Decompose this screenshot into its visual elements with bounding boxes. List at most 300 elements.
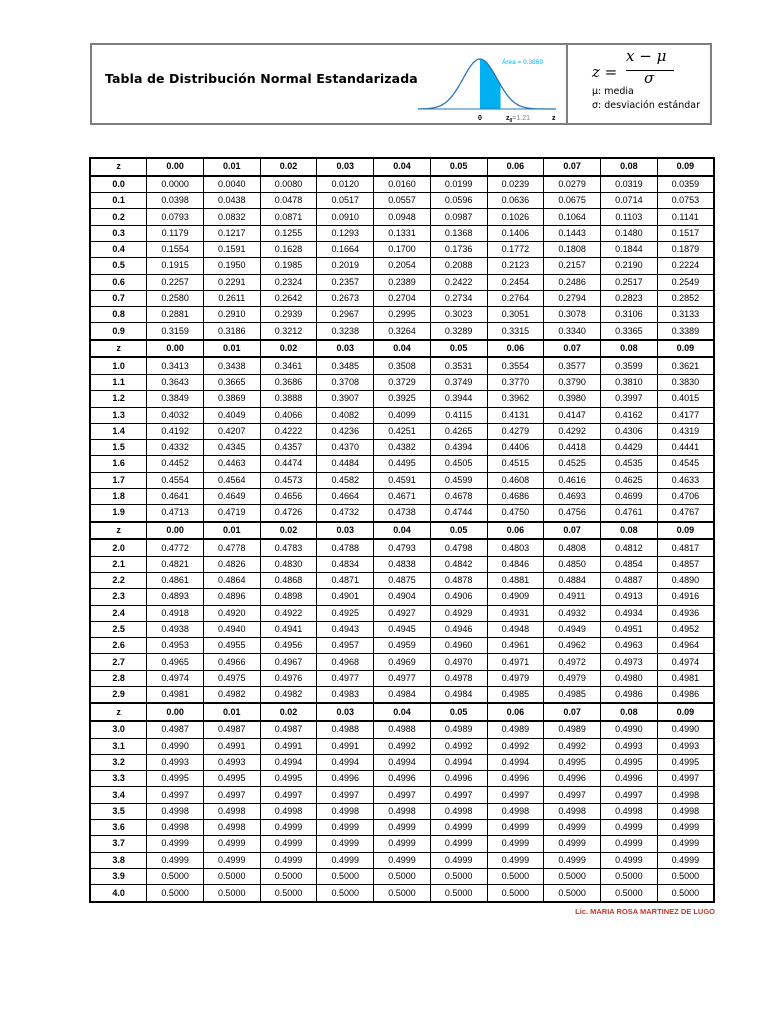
probability-cell: 0.4279 <box>487 423 544 439</box>
probability-cell: 0.3413 <box>147 357 204 374</box>
probability-cell: 0.4382 <box>374 440 431 456</box>
probability-cell: 0.4693 <box>544 488 601 504</box>
probability-cell: 0.4999 <box>430 852 487 868</box>
table-row <box>90 539 714 556</box>
probability-cell: 0.4980 <box>600 670 657 686</box>
probability-cell: 0.4292 <box>544 423 601 439</box>
header-col-cell: 0.03 <box>317 340 374 358</box>
table-row <box>90 754 714 770</box>
z-value-cell: 3.5 <box>90 803 147 819</box>
table-row <box>90 771 714 787</box>
table-row <box>90 307 714 323</box>
probability-cell: 0.4999 <box>260 852 317 868</box>
probability-cell: 0.4981 <box>657 670 714 686</box>
table-row <box>90 621 714 637</box>
table-row <box>90 721 714 738</box>
probability-cell: 0.4922 <box>260 605 317 621</box>
probability-cell: 0.4987 <box>260 721 317 738</box>
z-value-cell: 3.2 <box>90 754 147 770</box>
table-row <box>90 323 714 340</box>
probability-cell: 0.4082 <box>317 407 374 423</box>
table-row <box>90 820 714 836</box>
probability-cell: 0.4641 <box>147 488 204 504</box>
probability-cell: 0.1331 <box>374 225 431 241</box>
probability-cell: 0.4441 <box>657 440 714 456</box>
z-value-cell: 4.0 <box>90 885 147 902</box>
probability-cell: 0.4993 <box>657 738 714 754</box>
probability-cell: 0.4633 <box>657 472 714 488</box>
probability-cell: 0.4997 <box>600 787 657 803</box>
table-row <box>90 176 714 193</box>
probability-cell: 0.3686 <box>260 374 317 390</box>
probability-cell: 0.4994 <box>260 754 317 770</box>
header-box <box>90 43 712 125</box>
probability-cell: 0.4406 <box>487 440 544 456</box>
probability-cell: 0.4997 <box>657 771 714 787</box>
probability-cell: 0.1664 <box>317 241 374 257</box>
probability-cell: 0.1554 <box>147 241 204 257</box>
probability-cell: 0.4564 <box>203 472 260 488</box>
probability-cell: 0.2852 <box>657 290 714 306</box>
probability-cell: 0.2881 <box>147 307 204 323</box>
probability-cell: 0.3315 <box>487 323 544 340</box>
probability-cell: 0.1368 <box>430 225 487 241</box>
probability-cell: 0.5000 <box>544 868 601 884</box>
header-col-cell: 0.07 <box>544 158 601 176</box>
probability-cell: 0.4554 <box>147 472 204 488</box>
probability-cell: 0.4812 <box>600 539 657 556</box>
header-col-cell: 0.08 <box>600 158 657 176</box>
z-value-cell: 1.5 <box>90 440 147 456</box>
probability-cell: 0.4896 <box>203 589 260 605</box>
probability-cell: 0.5000 <box>147 868 204 884</box>
z-value-cell: 0.3 <box>90 225 147 241</box>
header-col-cell: 0.06 <box>487 522 544 540</box>
probability-cell: 0.4535 <box>600 456 657 472</box>
probability-cell: 0.1844 <box>600 241 657 257</box>
probability-cell: 0.1293 <box>317 225 374 241</box>
probability-cell: 0.4999 <box>657 820 714 836</box>
z-value-cell: 1.1 <box>90 374 147 390</box>
probability-cell: 0.4505 <box>430 456 487 472</box>
probability-cell: 0.4772 <box>147 539 204 556</box>
table-row <box>90 407 714 423</box>
probability-cell: 0.4783 <box>260 539 317 556</box>
probability-cell: 0.4960 <box>430 638 487 654</box>
probability-cell: 0.4984 <box>374 687 431 704</box>
probability-cell: 0.4798 <box>430 539 487 556</box>
probability-cell: 0.0478 <box>260 193 317 209</box>
axis-zero-label: 0 <box>478 115 482 122</box>
header-col-cell: 0.02 <box>260 522 317 540</box>
probability-cell: 0.1406 <box>487 225 544 241</box>
probability-cell: 0.0279 <box>544 176 601 193</box>
probability-cell: 0.4999 <box>487 852 544 868</box>
probability-cell: 0.3869 <box>203 391 260 407</box>
header-z-cell: z <box>90 340 147 358</box>
probability-cell: 0.4236 <box>317 423 374 439</box>
probability-cell: 0.4965 <box>147 654 204 670</box>
probability-cell: 0.4943 <box>317 621 374 637</box>
z-value-cell: 0.8 <box>90 307 147 323</box>
table-row <box>90 241 714 257</box>
probability-cell: 0.4147 <box>544 407 601 423</box>
probability-cell: 0.2967 <box>317 307 374 323</box>
probability-cell: 0.5000 <box>260 868 317 884</box>
probability-cell: 0.4998 <box>374 803 431 819</box>
probability-cell: 0.4999 <box>600 836 657 852</box>
probability-cell: 0.4706 <box>657 488 714 504</box>
probability-cell: 0.4976 <box>260 670 317 686</box>
probability-cell: 0.4898 <box>260 589 317 605</box>
probability-cell: 0.4986 <box>657 687 714 704</box>
probability-cell: 0.4969 <box>374 654 431 670</box>
probability-cell: 0.4986 <box>600 687 657 704</box>
probability-cell: 0.0000 <box>147 176 204 193</box>
z-table <box>89 157 715 903</box>
probability-cell: 0.4732 <box>317 505 374 522</box>
probability-cell: 0.4988 <box>317 721 374 738</box>
z-value-cell: 2.7 <box>90 654 147 670</box>
probability-cell: 0.3944 <box>430 391 487 407</box>
probability-cell: 0.3051 <box>487 307 544 323</box>
probability-cell: 0.4931 <box>487 605 544 621</box>
probability-cell: 0.4998 <box>203 803 260 819</box>
probability-cell: 0.5000 <box>374 868 431 884</box>
table-row <box>90 488 714 504</box>
z-value-cell: 1.3 <box>90 407 147 423</box>
probability-cell: 0.4671 <box>374 488 431 504</box>
probability-cell: 0.4996 <box>600 771 657 787</box>
table-row <box>90 423 714 439</box>
probability-cell: 0.4370 <box>317 440 374 456</box>
probability-cell: 0.1217 <box>203 225 260 241</box>
probability-cell: 0.4995 <box>147 771 204 787</box>
axis-z0-letter: z <box>506 115 510 122</box>
probability-cell: 0.2454 <box>487 274 544 290</box>
header-col-cell: 0.04 <box>374 158 431 176</box>
table-row <box>90 654 714 670</box>
probability-cell: 0.4959 <box>374 638 431 654</box>
probability-cell: 0.4573 <box>260 472 317 488</box>
header-col-cell: 0.01 <box>203 158 260 176</box>
probability-cell: 0.1591 <box>203 241 260 257</box>
probability-cell: 0.2324 <box>260 274 317 290</box>
z-value-cell: 2.6 <box>90 638 147 654</box>
z-value-cell: 1.2 <box>90 391 147 407</box>
probability-cell: 0.4998 <box>600 803 657 819</box>
probability-cell: 0.4963 <box>600 638 657 654</box>
probability-cell: 0.3078 <box>544 307 601 323</box>
z-value-cell: 3.7 <box>90 836 147 852</box>
table-header-row <box>90 158 714 176</box>
probability-cell: 0.5000 <box>487 868 544 884</box>
probability-cell: 0.4850 <box>544 556 601 572</box>
probability-cell: 0.4997 <box>487 787 544 803</box>
probability-cell: 0.4999 <box>147 852 204 868</box>
probability-cell: 0.4999 <box>260 836 317 852</box>
probability-cell: 0.4177 <box>657 407 714 423</box>
probability-cell: 0.4962 <box>544 638 601 654</box>
probability-cell: 0.4793 <box>374 539 431 556</box>
probability-cell: 0.3643 <box>147 374 204 390</box>
probability-cell: 0.4066 <box>260 407 317 423</box>
probability-cell: 0.0160 <box>374 176 431 193</box>
probability-cell: 0.3264 <box>374 323 431 340</box>
probability-cell: 0.1141 <box>657 209 714 225</box>
probability-cell: 0.4971 <box>487 654 544 670</box>
probability-cell: 0.4761 <box>600 505 657 522</box>
probability-cell: 0.4957 <box>317 638 374 654</box>
probability-cell: 0.4995 <box>544 754 601 770</box>
probability-cell: 0.5000 <box>374 885 431 902</box>
z-value-cell: 2.3 <box>90 589 147 605</box>
probability-cell: 0.3438 <box>203 357 260 374</box>
probability-cell: 0.1808 <box>544 241 601 257</box>
probability-cell: 0.4920 <box>203 605 260 621</box>
probability-cell: 0.4817 <box>657 539 714 556</box>
z-value-cell: 2.2 <box>90 573 147 589</box>
probability-cell: 0.5000 <box>657 868 714 884</box>
probability-cell: 0.2088 <box>430 258 487 274</box>
table-row <box>90 456 714 472</box>
z-value-cell: 0.2 <box>90 209 147 225</box>
probability-cell: 0.4192 <box>147 423 204 439</box>
probability-cell: 0.4319 <box>657 423 714 439</box>
probability-cell: 0.4994 <box>374 754 431 770</box>
probability-cell: 0.3888 <box>260 391 317 407</box>
probability-cell: 0.2357 <box>317 274 374 290</box>
table-row <box>90 885 714 902</box>
probability-cell: 0.4545 <box>657 456 714 472</box>
probability-cell: 0.4678 <box>430 488 487 504</box>
table-row <box>90 738 714 754</box>
probability-cell: 0.1179 <box>147 225 204 241</box>
probability-cell: 0.4834 <box>317 556 374 572</box>
table-row <box>90 274 714 290</box>
z-value-cell: 3.0 <box>90 721 147 738</box>
z-value-cell: 2.1 <box>90 556 147 572</box>
table-row <box>90 605 714 621</box>
probability-cell: 0.1879 <box>657 241 714 257</box>
probability-cell: 0.3159 <box>147 323 204 340</box>
probability-cell: 0.0438 <box>203 193 260 209</box>
probability-cell: 0.1443 <box>544 225 601 241</box>
table-row <box>90 209 714 225</box>
probability-cell: 0.4864 <box>203 573 260 589</box>
probability-cell: 0.4525 <box>544 456 601 472</box>
probability-cell: 0.0120 <box>317 176 374 193</box>
probability-cell: 0.4265 <box>430 423 487 439</box>
header-z-cell: z <box>90 703 147 721</box>
axis-z0-subscript: 0 <box>509 118 513 124</box>
probability-cell: 0.4997 <box>147 787 204 803</box>
z-value-cell: 2.4 <box>90 605 147 621</box>
probability-cell: 0.0871 <box>260 209 317 225</box>
z-value-cell: 0.4 <box>90 241 147 257</box>
probability-cell: 0.5000 <box>657 885 714 902</box>
probability-cell: 0.4474 <box>260 456 317 472</box>
probability-cell: 0.3790 <box>544 374 601 390</box>
table-row <box>90 225 714 241</box>
probability-cell: 0.4940 <box>203 621 260 637</box>
probability-cell: 0.4887 <box>600 573 657 589</box>
probability-cell: 0.4948 <box>487 621 544 637</box>
header-col-cell: 0.02 <box>260 340 317 358</box>
probability-cell: 0.4992 <box>374 738 431 754</box>
probability-cell: 0.4861 <box>147 573 204 589</box>
header-col-cell: 0.03 <box>317 703 374 721</box>
probability-cell: 0.4978 <box>430 670 487 686</box>
probability-cell: 0.4901 <box>317 589 374 605</box>
probability-cell: 0.4990 <box>147 738 204 754</box>
probability-cell: 0.2157 <box>544 258 601 274</box>
probability-cell: 0.4719 <box>203 505 260 522</box>
probability-cell: 0.4788 <box>317 539 374 556</box>
probability-cell: 0.0753 <box>657 193 714 209</box>
probability-cell: 0.3186 <box>203 323 260 340</box>
probability-cell: 0.4979 <box>487 670 544 686</box>
probability-cell: 0.4997 <box>544 787 601 803</box>
probability-cell: 0.3212 <box>260 323 317 340</box>
probability-cell: 0.4998 <box>147 803 204 819</box>
probability-cell: 0.4871 <box>317 573 374 589</box>
probability-cell: 0.4904 <box>374 589 431 605</box>
header-divider <box>566 45 568 123</box>
probability-cell: 0.4975 <box>203 670 260 686</box>
probability-cell: 0.1628 <box>260 241 317 257</box>
probability-cell: 0.4868 <box>260 573 317 589</box>
probability-cell: 0.5000 <box>600 868 657 884</box>
probability-cell: 0.3508 <box>374 357 431 374</box>
header-col-cell: 0.04 <box>374 522 431 540</box>
probability-cell: 0.0199 <box>430 176 487 193</box>
probability-cell: 0.0359 <box>657 176 714 193</box>
probability-cell: 0.4911 <box>544 589 601 605</box>
probability-cell: 0.0080 <box>260 176 317 193</box>
probability-cell: 0.4999 <box>260 820 317 836</box>
probability-cell: 0.4999 <box>203 836 260 852</box>
header-col-cell: 0.05 <box>430 703 487 721</box>
probability-cell: 0.1103 <box>600 209 657 225</box>
probability-cell: 0.4925 <box>317 605 374 621</box>
probability-cell: 0.4999 <box>374 820 431 836</box>
probability-cell: 0.4332 <box>147 440 204 456</box>
probability-cell: 0.0517 <box>317 193 374 209</box>
probability-cell: 0.4713 <box>147 505 204 522</box>
probability-cell: 0.4996 <box>374 771 431 787</box>
probability-cell: 0.4955 <box>203 638 260 654</box>
probability-cell: 0.4999 <box>317 820 374 836</box>
probability-cell: 0.3997 <box>600 391 657 407</box>
probability-cell: 0.0239 <box>487 176 544 193</box>
probability-cell: 0.4945 <box>374 621 431 637</box>
probability-cell: 0.4992 <box>544 738 601 754</box>
probability-cell: 0.0987 <box>430 209 487 225</box>
probability-cell: 0.1915 <box>147 258 204 274</box>
probability-cell: 0.5000 <box>487 885 544 902</box>
z-value-cell: 1.7 <box>90 472 147 488</box>
probability-cell: 0.4994 <box>430 754 487 770</box>
probability-cell: 0.2673 <box>317 290 374 306</box>
table-row <box>90 357 714 374</box>
probability-cell: 0.4452 <box>147 456 204 472</box>
probability-cell: 0.1772 <box>487 241 544 257</box>
probability-cell: 0.4989 <box>487 721 544 738</box>
probability-cell: 0.4998 <box>430 803 487 819</box>
z-value-cell: 1.0 <box>90 357 147 374</box>
probability-cell: 0.4884 <box>544 573 601 589</box>
probability-cell: 0.4999 <box>374 852 431 868</box>
header-col-cell: 0.06 <box>487 340 544 358</box>
header-col-cell: 0.07 <box>544 522 601 540</box>
probability-cell: 0.0398 <box>147 193 204 209</box>
probability-cell: 0.5000 <box>317 868 374 884</box>
probability-cell: 0.4881 <box>487 573 544 589</box>
header-col-cell: 0.09 <box>657 340 714 358</box>
probability-cell: 0.4999 <box>317 852 374 868</box>
header-col-cell: 0.05 <box>430 340 487 358</box>
probability-cell: 0.4995 <box>600 754 657 770</box>
probability-cell: 0.4998 <box>260 803 317 819</box>
probability-cell: 0.4994 <box>487 754 544 770</box>
table-header-row <box>90 703 714 721</box>
z-formula <box>590 47 714 91</box>
header-col-cell: 0.02 <box>260 158 317 176</box>
probability-cell: 0.4952 <box>657 621 714 637</box>
probability-cell: 0.2704 <box>374 290 431 306</box>
probability-cell: 0.4778 <box>203 539 260 556</box>
probability-cell: 0.4656 <box>260 488 317 504</box>
probability-cell: 0.4985 <box>487 687 544 704</box>
header-col-cell: 0.07 <box>544 703 601 721</box>
probability-cell: 0.3621 <box>657 357 714 374</box>
probability-cell: 0.2549 <box>657 274 714 290</box>
probability-cell: 0.4985 <box>544 687 601 704</box>
probability-cell: 0.4049 <box>203 407 260 423</box>
probability-cell: 0.4991 <box>317 738 374 754</box>
probability-cell: 0.4515 <box>487 456 544 472</box>
probability-cell: 0.3925 <box>374 391 431 407</box>
probability-cell: 0.4686 <box>487 488 544 504</box>
probability-cell: 0.4949 <box>544 621 601 637</box>
probability-cell: 0.4970 <box>430 654 487 670</box>
z-value-cell: 3.4 <box>90 787 147 803</box>
probability-cell: 0.4998 <box>657 787 714 803</box>
probability-cell: 0.4984 <box>430 687 487 704</box>
probability-cell: 0.3749 <box>430 374 487 390</box>
z-value-cell: 0.5 <box>90 258 147 274</box>
table-row <box>90 258 714 274</box>
probability-cell: 0.5000 <box>600 885 657 902</box>
probability-cell: 0.4932 <box>544 605 601 621</box>
header-col-cell: 0.02 <box>260 703 317 721</box>
probability-cell: 0.3485 <box>317 357 374 374</box>
probability-cell: 0.4988 <box>374 721 431 738</box>
probability-cell: 0.1026 <box>487 209 544 225</box>
axis-z0-value: =1.21 <box>512 115 530 122</box>
probability-cell: 0.4997 <box>430 787 487 803</box>
probability-cell: 0.4997 <box>260 787 317 803</box>
probability-cell: 0.4767 <box>657 505 714 522</box>
probability-cell: 0.4989 <box>430 721 487 738</box>
probability-cell: 0.1736 <box>430 241 487 257</box>
probability-cell: 0.4929 <box>430 605 487 621</box>
probability-cell: 0.4979 <box>544 670 601 686</box>
header-col-cell: 0.08 <box>600 522 657 540</box>
probability-cell: 0.3849 <box>147 391 204 407</box>
probability-cell: 0.2019 <box>317 258 374 274</box>
